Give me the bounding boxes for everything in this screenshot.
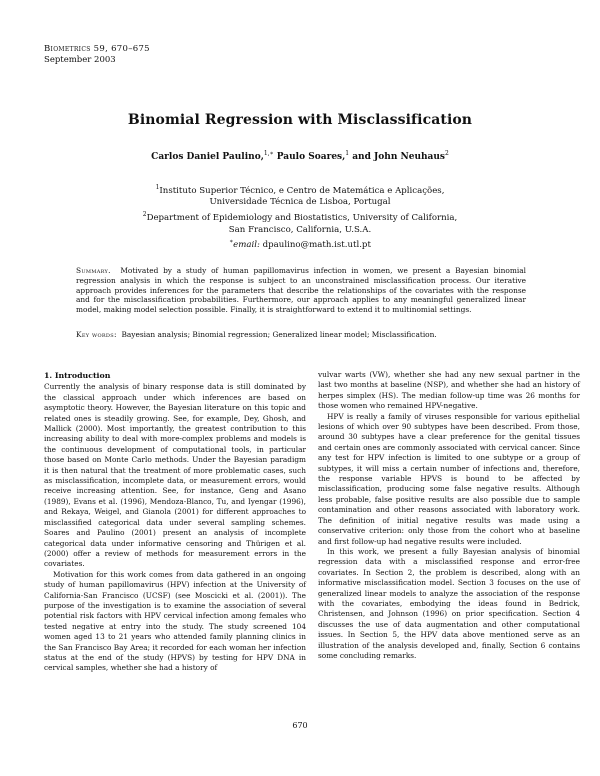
keywords-label: Key words: bbox=[76, 330, 117, 339]
author-2: Paulo Soares, bbox=[276, 152, 346, 162]
author-1-affil: 1,∗ bbox=[263, 150, 274, 157]
paragraph: In this work, we present a fully Bayesian analysis of binomial regression data with a misclassified response and error-free covariates. In Section 2, the problem is described, along with an informative misclassification model. Section 3 focuses on the use of generalized linear models to analyze the association of the response with the covariates, embodying the ideas found in Bedrick, Christensen, and Johnson (1996) on prior specification. Section 4 discusses the use of data augmentation and other computational issues. In Section 5, the HPV data above mentioned serve as an illustration of the analysis developed and, finally, Section 6 contains some concluding remarks. bbox=[318, 546, 580, 660]
paragraph: Motivation for this work comes from data gathered in an ongoing study of human papillomavirus (HPV) infection at the University of California-San Francisco (UCSF) (see Moscicki et al. (2001)). The purpose of the investigation is to examine the association of several potential risk factors with HPV cervical infection among females who tested negative at entry into the study. The study screened 104 women aged 13 to 21 years who attended family planning clinics in the San Francisco Bay Area; it recorded for each woman her infection status at the end of the study (HPVS) by testing for HPV DNA in cervical samples, whether she had a history of bbox=[44, 569, 306, 673]
right-column bbox=[318, 370, 580, 661]
affiliation-line: San Francisco, California, U.S.A. bbox=[228, 224, 372, 235]
keywords bbox=[76, 330, 526, 340]
affiliation-line: Universidade Técnica de Lisboa, Portugal bbox=[209, 197, 391, 208]
abstract-label: Summary. bbox=[76, 266, 111, 275]
journal-citation: Biometrics 59, 670–675 bbox=[44, 44, 150, 54]
page-number: 670 bbox=[292, 721, 308, 730]
affiliations bbox=[0, 182, 600, 252]
left-column bbox=[44, 371, 306, 674]
journal-header bbox=[44, 44, 150, 66]
journal-date: September 2003 bbox=[44, 55, 116, 65]
email-address[interactable]: dpaulino@math.ist.utl.pt bbox=[262, 239, 371, 250]
abstract bbox=[76, 266, 526, 315]
author-list bbox=[0, 150, 600, 162]
affiliation-line: $^2$Department of Epidemiology and Biostatistics, University of California, bbox=[142, 211, 458, 223]
paragraph: HPV is really a family of viruses responsible for various epithelial lesions of which over 90 subtypes have been described. From those, around 30 subtypes have a clear preference for the genital tissues and certain ones are commonly associated with cervical cancer. Since any test for HPV infection is limited to one subtype or a group of subtypes, it will miss a certain number of infections and, therefore, the response variable HPVS is bound to be affected by misclassification, producing some false negative results. Although less probable, false positive results are also possible due to sample contamination and other reasons associated with laboratory work. The definition of initial negative results was made using a conservative criterion: only those from the cohort who at baseline and first follow-up had negative results were included. bbox=[318, 411, 580, 546]
keywords-text: Bayesian analysis; Binomial regression; Generalized linear model; Misclassification. bbox=[121, 330, 437, 339]
affiliation-line: $^1$Instituto Superior Técnico, e Centro de Matemática e Aplicações, bbox=[155, 184, 445, 196]
paragraph: Currently the analysis of binary response data is still dominated by the classical approach under which inferences are based on asymptotic theory. However, the Bayesian literature on this topic and related ones is steadily growing. See, for example, Dey, Ghosh, and Mallick (2000). Most importantly, the greatest contribution to this increasing ability to deal with more-complex problems and models is the continuous development of computational tools, in particular those based on Monte Carlo methods. Under the Bayesian paradigm it is then natural that the treatment of more problematic cases, such as misclassification, incomplete data, or measurement errors, would receive increasing attention. See, for instance, Geng and Asano (1989), Evans et al. (1996), Mendoza-Blanco, Tu, and Iyengar (1996), and Rekaya, Weigel, and Gianola (2001) for different approaches to misclassified categorical data under several sampling schemes. Soares and Paulino (2001) present an analysis of incomplete categorical data under informative censoring and Thürigen et al. (2000) offer a review of methods for measurement errors in the covariates. bbox=[44, 382, 306, 569]
author-2-affil: 1 bbox=[345, 150, 350, 157]
abstract-text: Motivated by a study of human papillomavirus infection in women, we present a Bayesian binomial regression analysis in which the response is subject to an unconstrained misclassification process. Our iterative approach provides inferences for the parameters that describe the relationships of the covariates with the response and for the misclassification probabilities. Furthermore, our approach applies to any meaningful generalized linear model, making model selection possible. Finally, it is straightforward to extend it to multinomial settings. bbox=[76, 266, 526, 315]
email-line: ∗email: dpaulino@math.ist.utl.pt bbox=[229, 238, 371, 250]
author-3: and John Neuhaus bbox=[352, 152, 445, 162]
section-heading: 1. Introduction bbox=[44, 371, 111, 380]
paragraph: vulvar warts (VW), whether she had any new sexual partner in the last two months at baseline (NSP), and whether she had an history of herpes simplex (HS). The median follow-up time was 26 months for those women who remained HPV-negative. bbox=[318, 370, 580, 411]
paper-title: Binomial Regression with Misclassification bbox=[127, 112, 473, 128]
author-1: Carlos Daniel Paulino, bbox=[151, 152, 264, 162]
author-3-affil: 2 bbox=[444, 150, 449, 157]
